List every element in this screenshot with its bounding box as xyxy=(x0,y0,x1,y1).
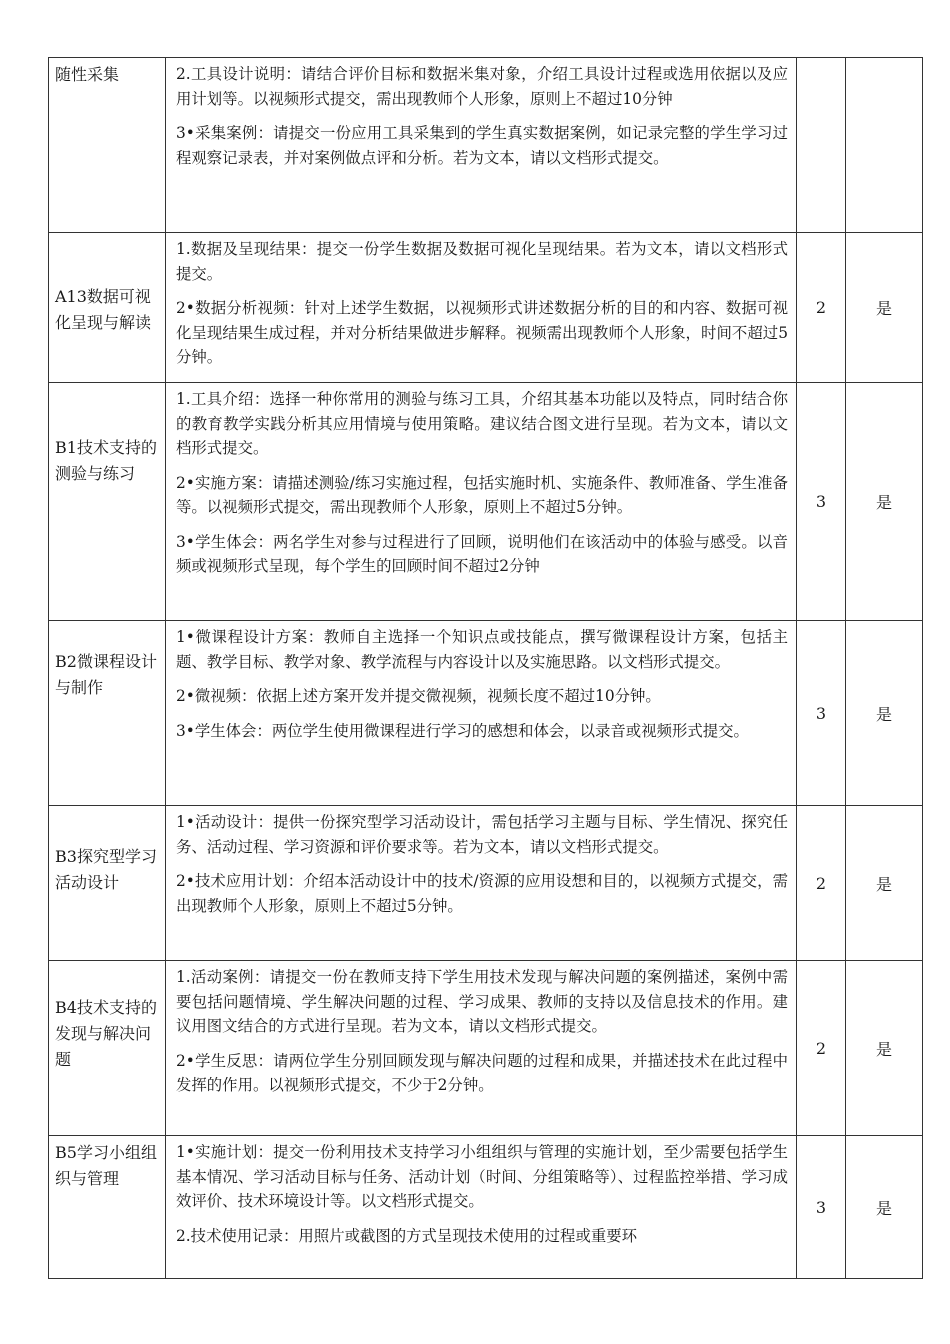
table-row xyxy=(49,961,923,1136)
item-name: B5学习小组组织与管理 xyxy=(49,1136,166,1279)
table-row xyxy=(49,621,923,806)
item-required: 是 xyxy=(846,1136,923,1279)
table-row xyxy=(49,233,923,383)
table-row xyxy=(49,1136,923,1279)
table-row xyxy=(49,383,923,621)
item-required: 是 xyxy=(846,383,923,621)
item-description xyxy=(166,58,797,233)
item-required: 是 xyxy=(846,621,923,806)
item-count: 3 xyxy=(797,621,846,806)
description-paragraph: 1•实施计划：提交一份利用技术支持学习小组组织与管理的实施计划，至少需要包括学生基本情况、学习活动目标与任务、活动计划（时间、分组策略等）、过程监控举措、学习成效评价、技术环境设计等。以文档形式提交。 xyxy=(176,1143,788,1210)
item-required: 是 xyxy=(846,233,923,383)
description-paragraph: 2•微视频：依据上述方案开发并提交微视频，视频长度不超过10分钟。 xyxy=(176,687,661,705)
item-count xyxy=(797,58,846,233)
description-paragraph: 2•技术应用计划：介绍本活动设计中的技术/资源的应用设想和目的，以视频方式提交，需出现教师个人形象，原则上不超过5分钟。 xyxy=(176,872,788,915)
table-row xyxy=(49,806,923,961)
description-paragraph: 1.活动案例：请提交一份在教师支持下学生用技术发现与解决问题的案例描述，案例中需要包括问题情境、学生解决问题的过程、学习成果、教师的支持以及信息技术的作用。建议用图文结合的方式进行呈现。若为文本，请以文档形式提交。 xyxy=(176,968,788,1035)
item-count: 2 xyxy=(797,233,846,383)
item-description xyxy=(166,806,797,961)
table-row xyxy=(49,58,923,233)
item-name: B3探究型学习活动设计 xyxy=(49,806,166,961)
item-name: 随性采集 xyxy=(49,58,166,233)
description-paragraph: 1•活动设计：提供一份探究型学习活动设计，需包括学习主题与目标、学生情况、探究任务、活动过程、学习资源和评价要求等。若为文本，请以文档形式提交。 xyxy=(176,813,788,856)
description-paragraph: 1.数据及呈现结果：提交一份学生数据及数据可视化呈现结果。若为文本，请以文档形式提交。 xyxy=(176,240,788,283)
description-paragraph: 2.技术使用记录：用照片或截图的方式呈现技术使用的过程或重要环 xyxy=(176,1226,638,1245)
item-required xyxy=(846,58,923,233)
item-name: A13数据可视化呈现与解读 xyxy=(49,233,166,383)
item-description xyxy=(166,233,797,383)
item-name: B1技术支持的测验与练习 xyxy=(49,383,166,621)
description-paragraph: 3•学生体会：两名学生对参与过程进行了回顾，说明他们在该活动中的体验与感受。以音频或视频形式呈现，每个学生的回顾时间不超过2分钟 xyxy=(176,532,788,575)
description-paragraph: 2•实施方案：请描述测验/练习实施过程，包括实施时机、实施条件、教师准备、学生准备等。以视频形式提交，需出现教师个人形象，原则上不超过5分钟。 xyxy=(176,473,788,516)
description-paragraph: 1•微课程设计方案：教师自主选择一个知识点或技能点，撰写微课程设计方案，包括主题、教学目标、教学对象、教学流程与内容设计以及实施思路。以文档形式提交。 xyxy=(176,628,788,671)
item-required: 是 xyxy=(846,961,923,1136)
item-description xyxy=(166,961,797,1136)
item-description xyxy=(166,621,797,806)
description-paragraph: 3•学生体会：两位学生使用微课程进行学习的感想和体会，以录音或视频形式提交。 xyxy=(176,721,749,740)
description-paragraph: 2•数据分析视频：针对上述学生数据，以视频形式讲述数据分析的目的和内容、数据可视化呈现结果生成过程，并对分析结果做进步解释。视频需出现教师个人形象，时间不超过5分钟。 xyxy=(176,299,788,366)
description-paragraph: 2•学生反思：请两位学生分别回顾发现与解决问题的过程和成果，并描述技术在此过程中发挥的作用。以视频形式提交，不少于2分钟。 xyxy=(176,1051,788,1094)
item-required: 是 xyxy=(846,806,923,961)
item-description xyxy=(166,383,797,621)
requirements-table xyxy=(48,57,923,1279)
item-count: 2 xyxy=(797,806,846,961)
item-name: B2微课程设计与制作 xyxy=(49,621,166,806)
item-description xyxy=(166,1136,797,1279)
item-count: 2 xyxy=(797,961,846,1136)
item-name: B4技术支持的发现与解决问题 xyxy=(49,961,166,1136)
item-count: 3 xyxy=(797,383,846,621)
description-paragraph: 1.工具介绍：选择一种你常用的测验与练习工具，介绍其基本功能以及特点，同时结合你的教育教学实践分析其应用情境与使用策略。建议结合图文进行呈现。若为文本，请以文档形式提交。 xyxy=(176,390,788,457)
description-paragraph: 2.工具设计说明：请结合评价目标和数据米集对象，介绍工具设计过程或选用依据以及应用计划等。以视频形式提交，需出现教师个人形象，原则上不超过10分钟 xyxy=(176,65,788,108)
item-count: 3 xyxy=(797,1136,846,1279)
description-paragraph: 3•采集案例：请提交一份应用工具采集到的学生真实数据案例，如记录完整的学生学习过程观察记录表，并对案例做点评和分析。若为文本，请以文档形式提交。 xyxy=(176,124,788,167)
